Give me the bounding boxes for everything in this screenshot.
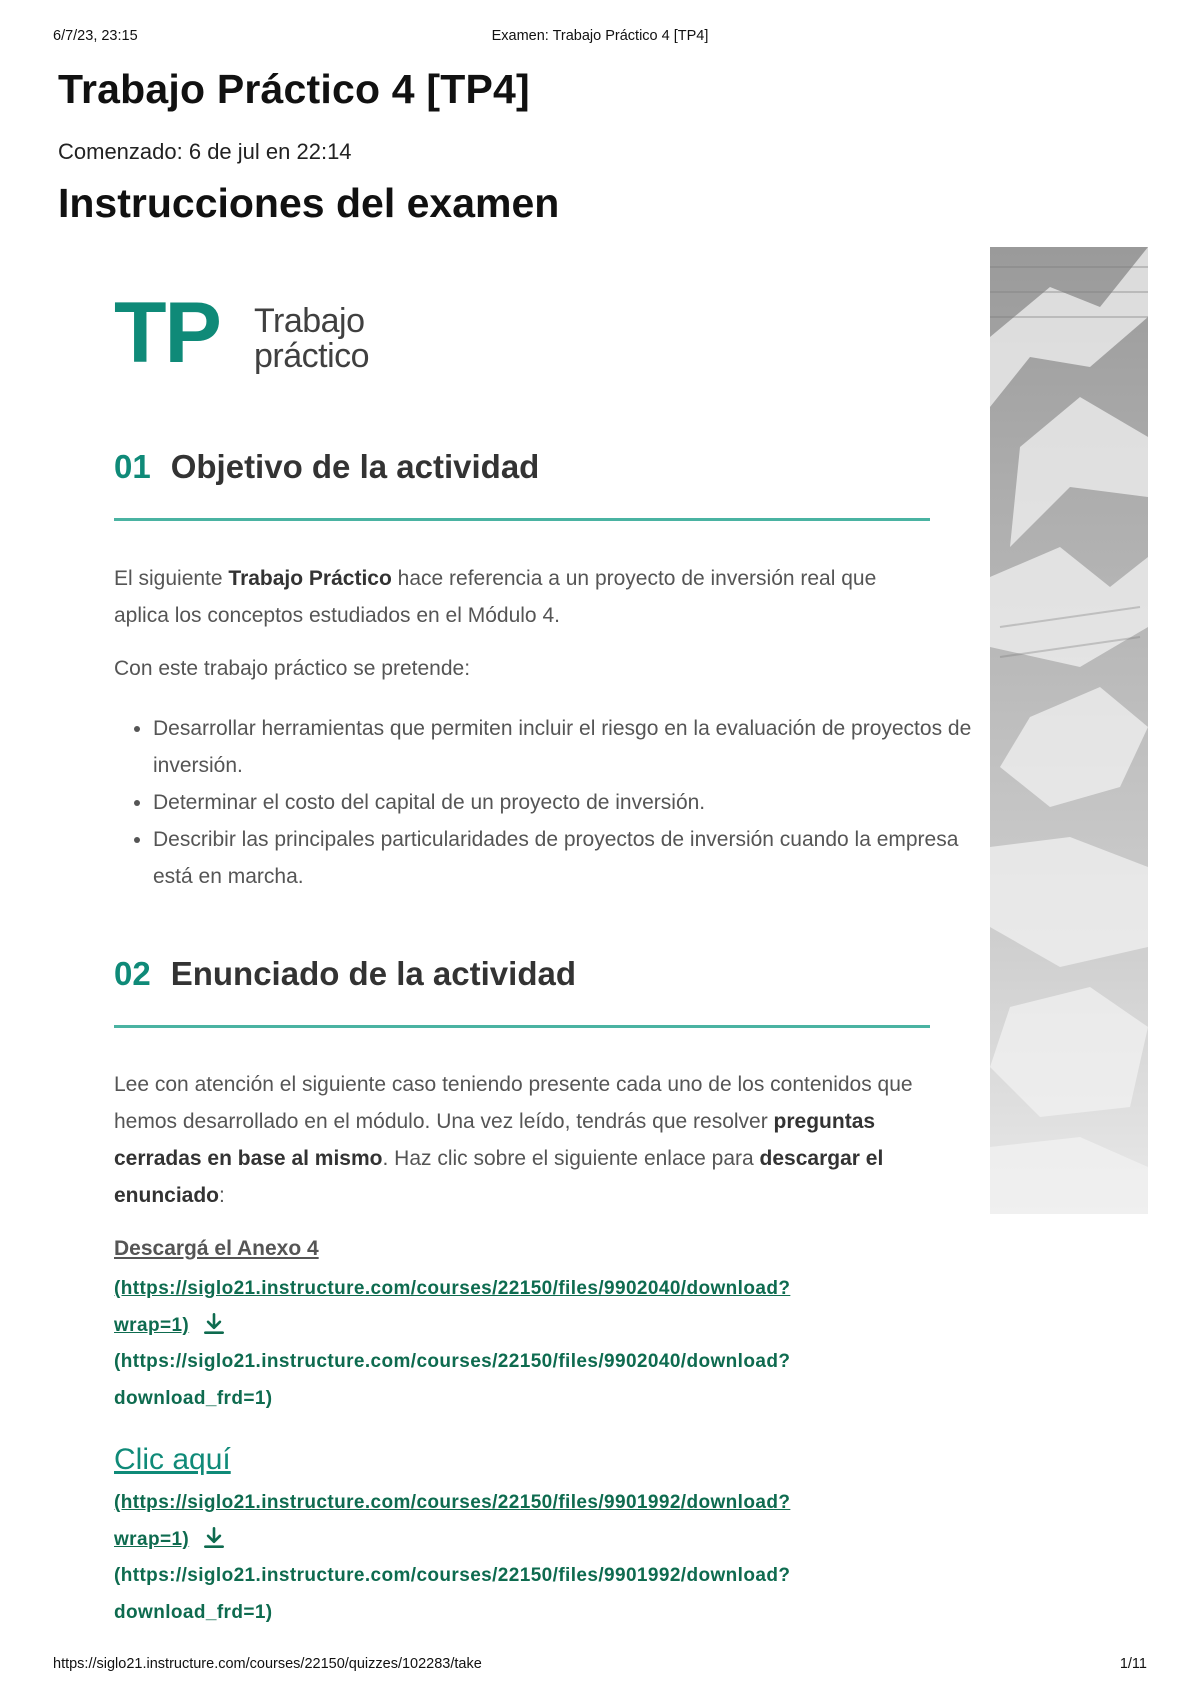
text-run: Lee con atención el siguiente caso teniendo presente cada uno de los contenidos que hemos desarrollado en el módulo. Una vez leído, tendrás que resolver — [114, 1073, 913, 1133]
tp-logo — [114, 285, 414, 381]
started-timestamp: Comenzado: 6 de jul en 22:14 — [58, 139, 352, 164]
text-run: . Haz clic sobre el siguiente enlace para — [382, 1147, 760, 1170]
print-footer — [53, 1656, 1147, 1676]
logo-text-line1: Trabajo — [254, 302, 365, 340]
print-page-number: 1/11 — [1119, 1656, 1147, 1672]
anexo-url-download-end[interactable]: download_frd=1) — [114, 1388, 273, 1409]
section-heading-objetivo — [114, 448, 539, 486]
decorative-side-image — [990, 247, 1148, 1214]
page-title: Trabajo Práctico 4 [TP4] — [58, 66, 530, 112]
list-item: • Describir las principales particularidades de proyectos de inversión cuando la empresa está en marcha. — [153, 821, 973, 895]
list-item: • Desarrollar herramientas que permiten incluir el riesgo en la evaluación de proyectos de inversión. — [153, 710, 973, 784]
section-title: Enunciado de la actividad — [170, 955, 576, 992]
url-text[interactable]: wrap=1) — [114, 1315, 190, 1336]
statement-paragraph — [114, 1066, 924, 1214]
list-item: • Determinar el costo del capital de un proyecto de inversión. — [153, 784, 973, 821]
logo-text-line2: práctico — [254, 337, 370, 375]
logo-text — [254, 304, 369, 374]
bold-text: Trabajo Práctico — [228, 567, 392, 590]
clic-url-download-end[interactable]: download_frd=1) — [114, 1602, 273, 1623]
anexo-url-download[interactable]: (https://siglo21.instructure.com/courses/22150/files/9902040/download? — [114, 1351, 791, 1372]
instructions-title: Instrucciones del examen — [58, 180, 560, 226]
print-document-title: Examen: Trabajo Práctico 4 [TP4] — [491, 28, 709, 44]
anexo-download-link[interactable]: Descargá el Anexo 4 — [114, 1237, 319, 1260]
text-run: hace referencia a un proyecto de inversión real que aplica los conceptos estudiados en el Módulo 4. — [114, 567, 877, 627]
text-run: El siguiente — [114, 567, 229, 590]
print-url: https://siglo21.instructure.com/courses/22150/quizzes/102283/take — [53, 1656, 482, 1672]
download-icon[interactable] — [201, 1525, 227, 1551]
anexo-url-wrap[interactable]: (https://siglo21.instructure.com/courses/22150/files/9902040/download? — [114, 1278, 791, 1299]
intent-paragraph: Con este trabajo práctico se pretende: — [114, 657, 471, 680]
section-title: Objetivo de la actividad — [170, 448, 540, 485]
download-icon[interactable] — [201, 1311, 227, 1337]
section-number: 01 — [114, 448, 151, 485]
clic-aqui-link[interactable]: Clic aquí — [114, 1443, 231, 1476]
text-run: : — [219, 1184, 225, 1207]
print-header — [53, 28, 1147, 48]
logo-tp-mark: TP — [114, 285, 220, 381]
clic-url-download[interactable]: (https://siglo21.instructure.com/courses/22150/files/9901992/download? — [114, 1565, 791, 1586]
objectives-list — [114, 710, 973, 895]
clic-url-wrap[interactable]: (https://siglo21.instructure.com/courses/22150/files/9901992/download? — [114, 1492, 791, 1513]
objective-paragraph — [114, 560, 924, 634]
section-number: 02 — [114, 955, 151, 992]
url-text[interactable]: wrap=1) — [114, 1529, 190, 1550]
clic-url-wrap-end[interactable] — [114, 1521, 227, 1558]
section-divider — [114, 1025, 930, 1028]
section-divider — [114, 518, 930, 521]
section-heading-enunciado — [114, 955, 576, 993]
print-date: 6/7/23, 23:15 — [53, 28, 138, 44]
anexo-url-wrap-end[interactable] — [114, 1307, 227, 1344]
bold-text: descargar el enunciado — [114, 1147, 884, 1207]
bold-text: preguntas cerradas en base al mismo — [114, 1110, 876, 1170]
